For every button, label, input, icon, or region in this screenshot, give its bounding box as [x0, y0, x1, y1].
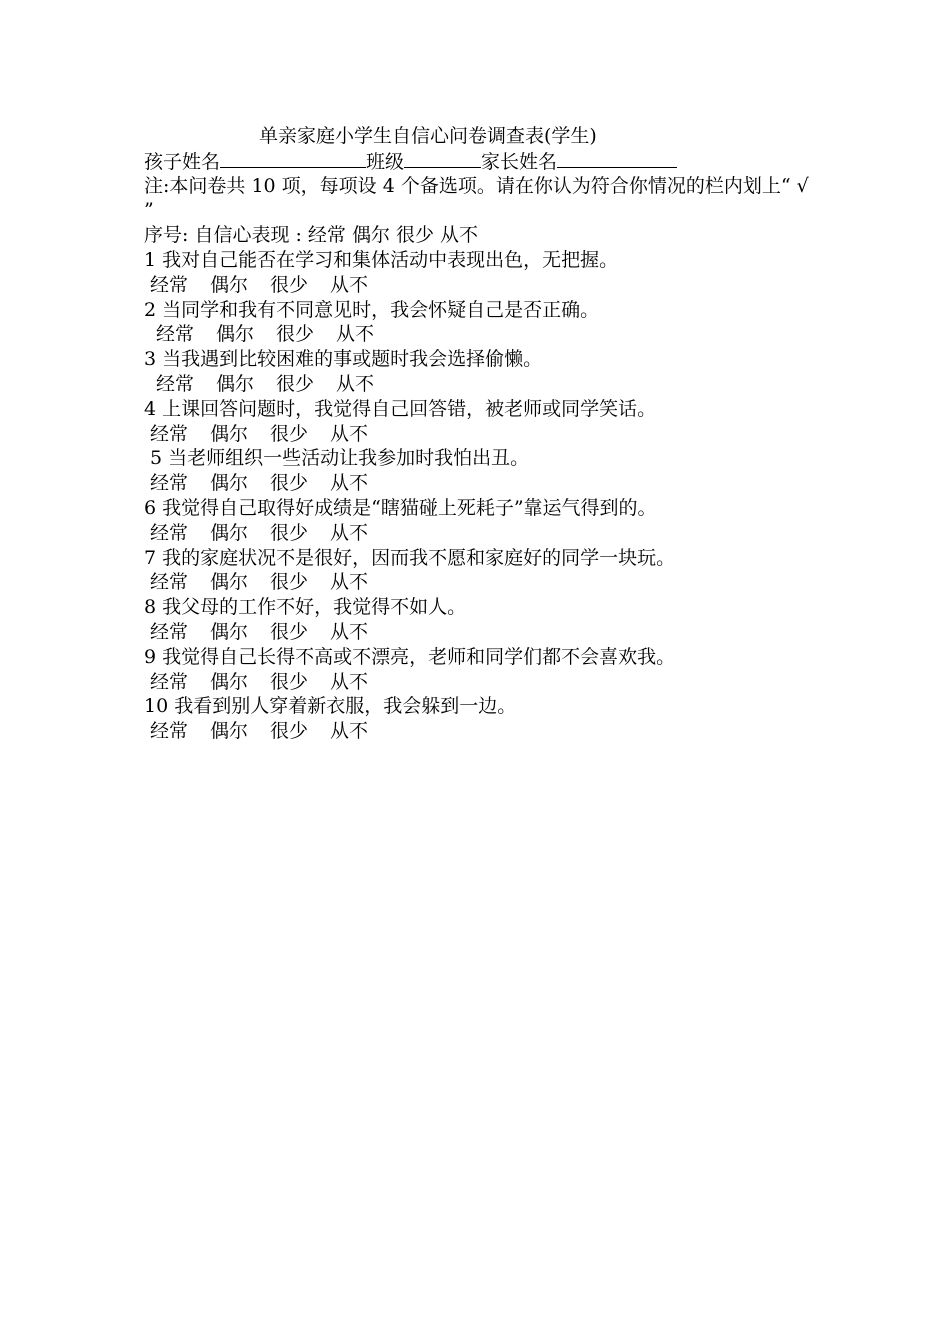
answer-option[interactable]: 经常 — [150, 670, 189, 693]
answer-option[interactable]: 从不 — [330, 571, 369, 594]
question-text: 2 当同学和我有不同意见时，我会怀疑自己是否正确。 — [144, 298, 600, 321]
answer-option[interactable]: 经常 — [156, 323, 195, 346]
answer-option[interactable]: 从不 — [330, 521, 369, 544]
answer-option[interactable]: 从不 — [330, 670, 369, 693]
answer-option[interactable]: 偶尔 — [210, 720, 249, 743]
answer-options — [144, 471, 824, 496]
answer-option[interactable]: 偶尔 — [210, 422, 249, 445]
instruction-note: 注:本问卷共 10 项，每项设 4 个备选项。请在你认为符合你情况的栏内划上“ √ ” — [144, 174, 809, 222]
answer-options — [144, 322, 824, 347]
question-text: 7 我的家庭状况不是很好，因而我不愿和家庭好的同学一块玩。 — [144, 546, 676, 569]
child-name-field[interactable] — [220, 149, 366, 168]
answer-option[interactable]: 偶尔 — [210, 273, 249, 296]
answer-option[interactable]: 很少 — [270, 670, 309, 693]
answer-option[interactable]: 很少 — [270, 273, 309, 296]
answer-option[interactable]: 从不 — [336, 372, 375, 395]
answer-options — [144, 372, 824, 397]
question-text: 9 我觉得自己长得不高或不漂亮，老师和同学们都不会喜欢我。 — [144, 645, 676, 668]
answer-option[interactable]: 偶尔 — [210, 620, 249, 643]
answer-option[interactable]: 很少 — [276, 323, 315, 346]
answer-options — [144, 719, 824, 744]
answer-option[interactable]: 经常 — [150, 521, 189, 544]
answer-option[interactable]: 经常 — [150, 620, 189, 643]
info-line — [144, 149, 824, 174]
table-header: 序号: 自信心表现 : 经常 偶尔 很少 从不 — [144, 224, 479, 247]
questionnaire — [144, 124, 824, 744]
child-name-label: 孩子姓名 — [144, 150, 221, 173]
answer-option[interactable]: 从不 — [330, 720, 369, 743]
parent-name-field[interactable] — [557, 149, 677, 168]
answer-options — [144, 570, 824, 595]
question-text: 3 当我遇到比较困难的事或题时我会选择偷懒。 — [144, 348, 543, 371]
answer-option[interactable]: 经常 — [150, 273, 189, 296]
answer-option[interactable]: 经常 — [150, 472, 189, 495]
answer-option[interactable]: 从不 — [330, 620, 369, 643]
answer-options — [144, 422, 824, 447]
document-title: 单亲家庭小学生自信心问卷调查表(学生) — [259, 125, 597, 147]
question-text: 5 当老师组织一些活动让我参加时我怕出丑。 — [150, 447, 530, 470]
answer-options — [144, 521, 824, 546]
question-list — [144, 248, 824, 744]
answer-option[interactable]: 从不 — [330, 422, 369, 445]
answer-options — [144, 273, 824, 298]
class-label: 班级 — [366, 150, 405, 173]
answer-option[interactable]: 偶尔 — [210, 521, 249, 544]
parent-name-label: 家长姓名 — [481, 150, 558, 173]
answer-option[interactable]: 经常 — [150, 422, 189, 445]
answer-option[interactable]: 偶尔 — [216, 323, 255, 346]
answer-options — [144, 620, 824, 645]
answer-option[interactable]: 很少 — [270, 521, 309, 544]
answer-option[interactable]: 偶尔 — [210, 670, 249, 693]
answer-option[interactable]: 从不 — [330, 273, 369, 296]
answer-option[interactable]: 偶尔 — [216, 372, 255, 395]
answer-option[interactable]: 偶尔 — [210, 571, 249, 594]
answer-option[interactable]: 从不 — [330, 472, 369, 495]
answer-option[interactable]: 很少 — [270, 571, 309, 594]
question-text: 4 上课回答问题时，我觉得自己回答错，被老师或同学笑话。 — [144, 397, 657, 420]
answer-option[interactable]: 很少 — [270, 620, 309, 643]
question-text: 8 我父母的工作不好，我觉得不如人。 — [144, 596, 467, 619]
answer-option[interactable]: 从不 — [336, 323, 375, 346]
question-text: 6 我觉得自己取得好成绩是“瞎猫碰上死耗子”靠运气得到的。 — [144, 496, 657, 519]
answer-option[interactable]: 很少 — [270, 720, 309, 743]
answer-option[interactable]: 经常 — [150, 571, 189, 594]
answer-option[interactable]: 偶尔 — [210, 472, 249, 495]
class-field[interactable] — [404, 149, 481, 168]
answer-option[interactable]: 很少 — [270, 422, 309, 445]
answer-option[interactable]: 很少 — [276, 372, 315, 395]
question-text: 1 我对自己能否在学习和集体活动中表现出色，无把握。 — [144, 248, 619, 271]
answer-option[interactable]: 经常 — [156, 372, 195, 395]
question-text: 10 我看到别人穿着新衣服，我会躲到一边。 — [144, 695, 517, 718]
answer-options — [144, 670, 824, 695]
answer-option[interactable]: 经常 — [150, 720, 189, 743]
answer-option[interactable]: 很少 — [270, 472, 309, 495]
